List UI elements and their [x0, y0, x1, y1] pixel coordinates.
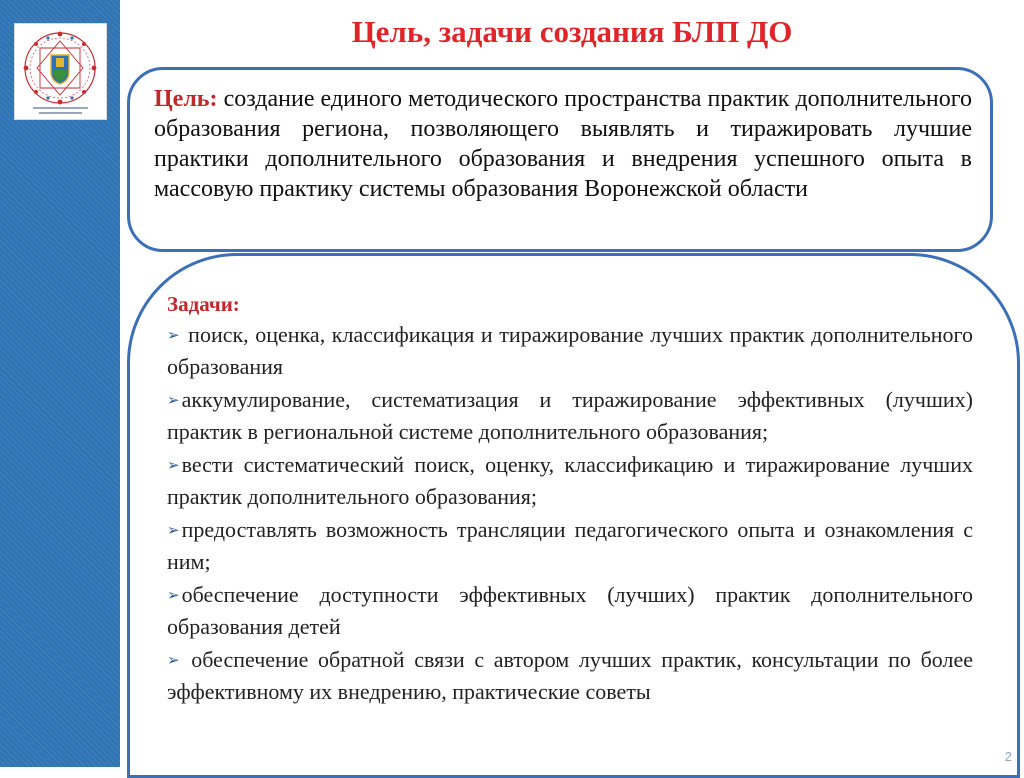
task-text: обеспечение обратной связи с автором лучших практик, консультации по более эффективному их внедрению, практические советы [167, 647, 973, 704]
task-text: поиск, оценка, классификация и тиражирование лучших практик дополнительного образования [167, 322, 973, 379]
page-number: 2 [1004, 749, 1012, 764]
arrow-bullet-icon: ➢ [167, 326, 180, 344]
goal-paragraph [154, 84, 972, 204]
logo [14, 23, 107, 120]
tasks-title: Задачи: [167, 292, 240, 316]
goal-panel [127, 67, 993, 252]
task-text: обеспечение доступности эффективных (лучших) практик дополнительного образования детей [167, 582, 973, 639]
sidebar-band [0, 0, 120, 767]
list-item [167, 450, 973, 512]
arrow-bullet-icon: ➢ [167, 586, 180, 604]
goal-text: создание единого методического пространства практик дополнительного образования региона, позволяющего выявлять и тиражировать лучшие практики дополнительного образования и внедрения успешного опыта в массовую практику системы образования Воронежской области [154, 86, 973, 202]
task-text: вести систематический поиск, оценку, классификацию и тиражирование лучших практик дополнительного образования; [167, 452, 973, 509]
arrow-bullet-icon: ➢ [167, 456, 180, 474]
task-list [167, 320, 973, 710]
task-text: аккумулирование, систематизация и тиражирование эффективных (лучших) практик в региональной системе дополнительного образования; [167, 387, 973, 444]
list-item [167, 320, 973, 382]
page-title: Цель, задачи создания БЛП ДО [351, 14, 793, 49]
emblem-logo-icon [15, 24, 106, 119]
arrow-bullet-icon: ➢ [167, 391, 180, 409]
arrow-bullet-icon: ➢ [167, 521, 180, 539]
goal-label: Цель: [154, 86, 218, 112]
list-item [167, 645, 973, 707]
list-item [167, 515, 973, 577]
arrow-bullet-icon: ➢ [167, 651, 180, 669]
task-text: предоставлять возможность трансляции педагогического опыта и ознакомления с ним; [167, 517, 973, 574]
list-item [167, 580, 973, 642]
list-item [167, 385, 973, 447]
